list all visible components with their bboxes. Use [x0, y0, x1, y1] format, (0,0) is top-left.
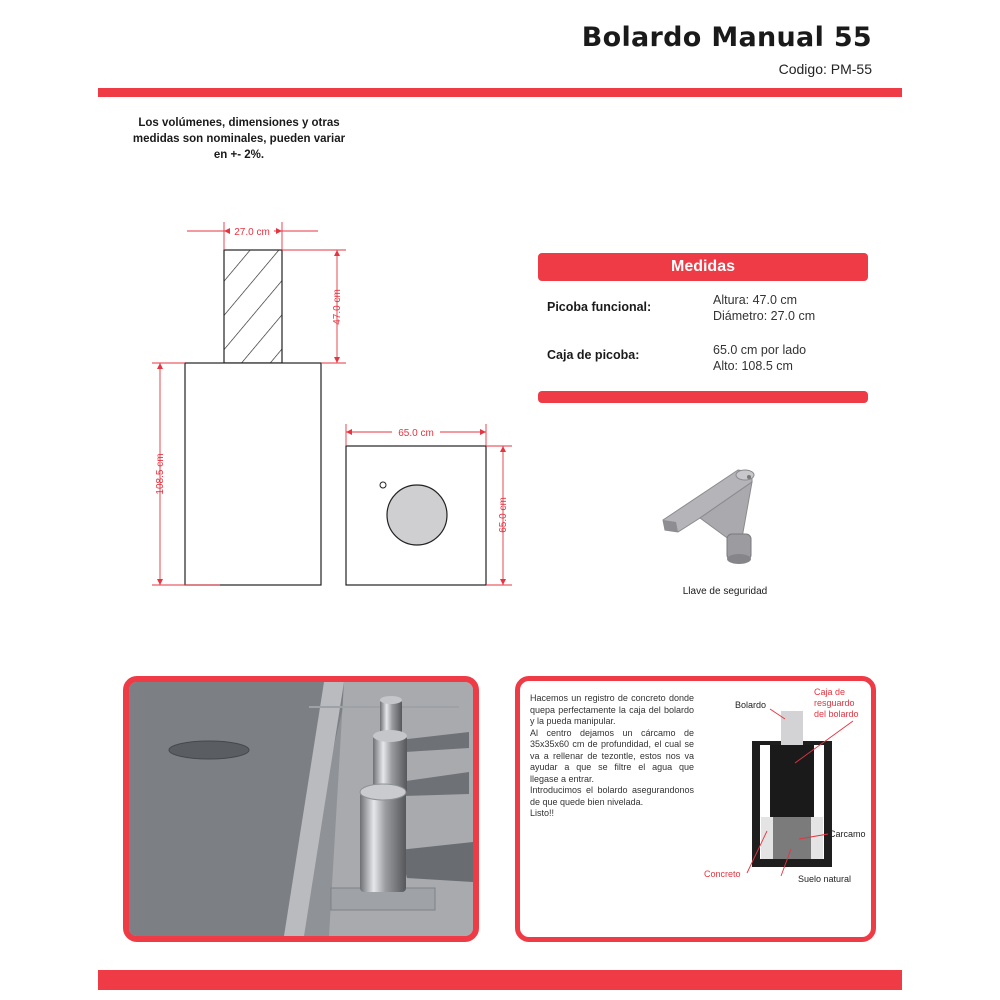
- key-caption: Llave de seguridad: [682, 586, 768, 597]
- medidas-header: Medidas: [538, 253, 868, 281]
- installation-panel: [515, 676, 876, 942]
- medidas-value-line: Diámetro: 27.0 cm: [713, 309, 816, 323]
- label-bolardo: Bolardo: [735, 700, 767, 710]
- installation-instructions: [530, 693, 694, 820]
- bollard-elevation: [224, 250, 282, 363]
- instruction-paragraph: Listo!!: [530, 808, 555, 818]
- street-photo-illustration: [129, 682, 473, 936]
- medidas-footer: [538, 391, 868, 403]
- medidas-label-picoba: Picoba funcional:: [547, 300, 652, 314]
- dim-box-height: 108.5 cm: [155, 453, 166, 495]
- installation-diagram: [695, 681, 871, 937]
- page-title: Bolardo Manual 55: [581, 22, 872, 53]
- label-concreto: Concreto: [704, 869, 741, 879]
- medidas-value-line: Alto: 108.5 cm: [713, 359, 793, 373]
- label-caja-1: Caja de: [814, 687, 846, 697]
- medidas-value-line: Altura: 47.0 cm: [713, 293, 798, 307]
- medidas-label-caja: Caja de picoba:: [547, 348, 640, 362]
- dimensions-note: Los volúmenes, dimensiones y otras medidas son nominales, pueden variar en +- 2%.: [132, 117, 346, 161]
- dim-top-height: 47.0 cm: [332, 289, 343, 325]
- medidas-value-caja: [713, 342, 806, 374]
- dim-top-width: 27.0 cm: [234, 227, 270, 238]
- medidas-value-picoba: [713, 292, 815, 324]
- instruction-paragraph: Introducimos el bolardo asegurandonos de que quede bien nivelada.: [530, 785, 694, 807]
- medidas-value-line: 65.0 cm por lado: [713, 343, 807, 357]
- product-code: Codigo: PM-55: [778, 61, 872, 77]
- instruction-paragraph: Hacemos un registro de concreto donde quepa perfectamente la caja del bolardo y la pueda manipular.: [530, 693, 694, 726]
- label-caja-3: del bolardo: [814, 709, 859, 719]
- dim-plan-height: 65.0 cm: [498, 497, 509, 533]
- label-suelo-natural: Suelo natural: [798, 874, 852, 884]
- bollard-plan-circle: [387, 485, 447, 545]
- dim-plan-width: 65.0 cm: [398, 428, 434, 439]
- label-caja-2: resguardo: [814, 698, 855, 708]
- instruction-paragraph: Al centro dejamos un cárcamo de 35x35x60 cm de profundidad, el cual se va a rellenar de tezontle, estos nos va ayudar a que se filtre el agua que llegase a entrar.: [530, 727, 694, 784]
- footer-bar: [98, 970, 902, 990]
- security-key-illustration: [663, 470, 754, 564]
- box-elevation: [185, 363, 321, 585]
- installed-bollards-photo: [123, 676, 479, 942]
- label-carcamo: Carcamo: [829, 829, 866, 839]
